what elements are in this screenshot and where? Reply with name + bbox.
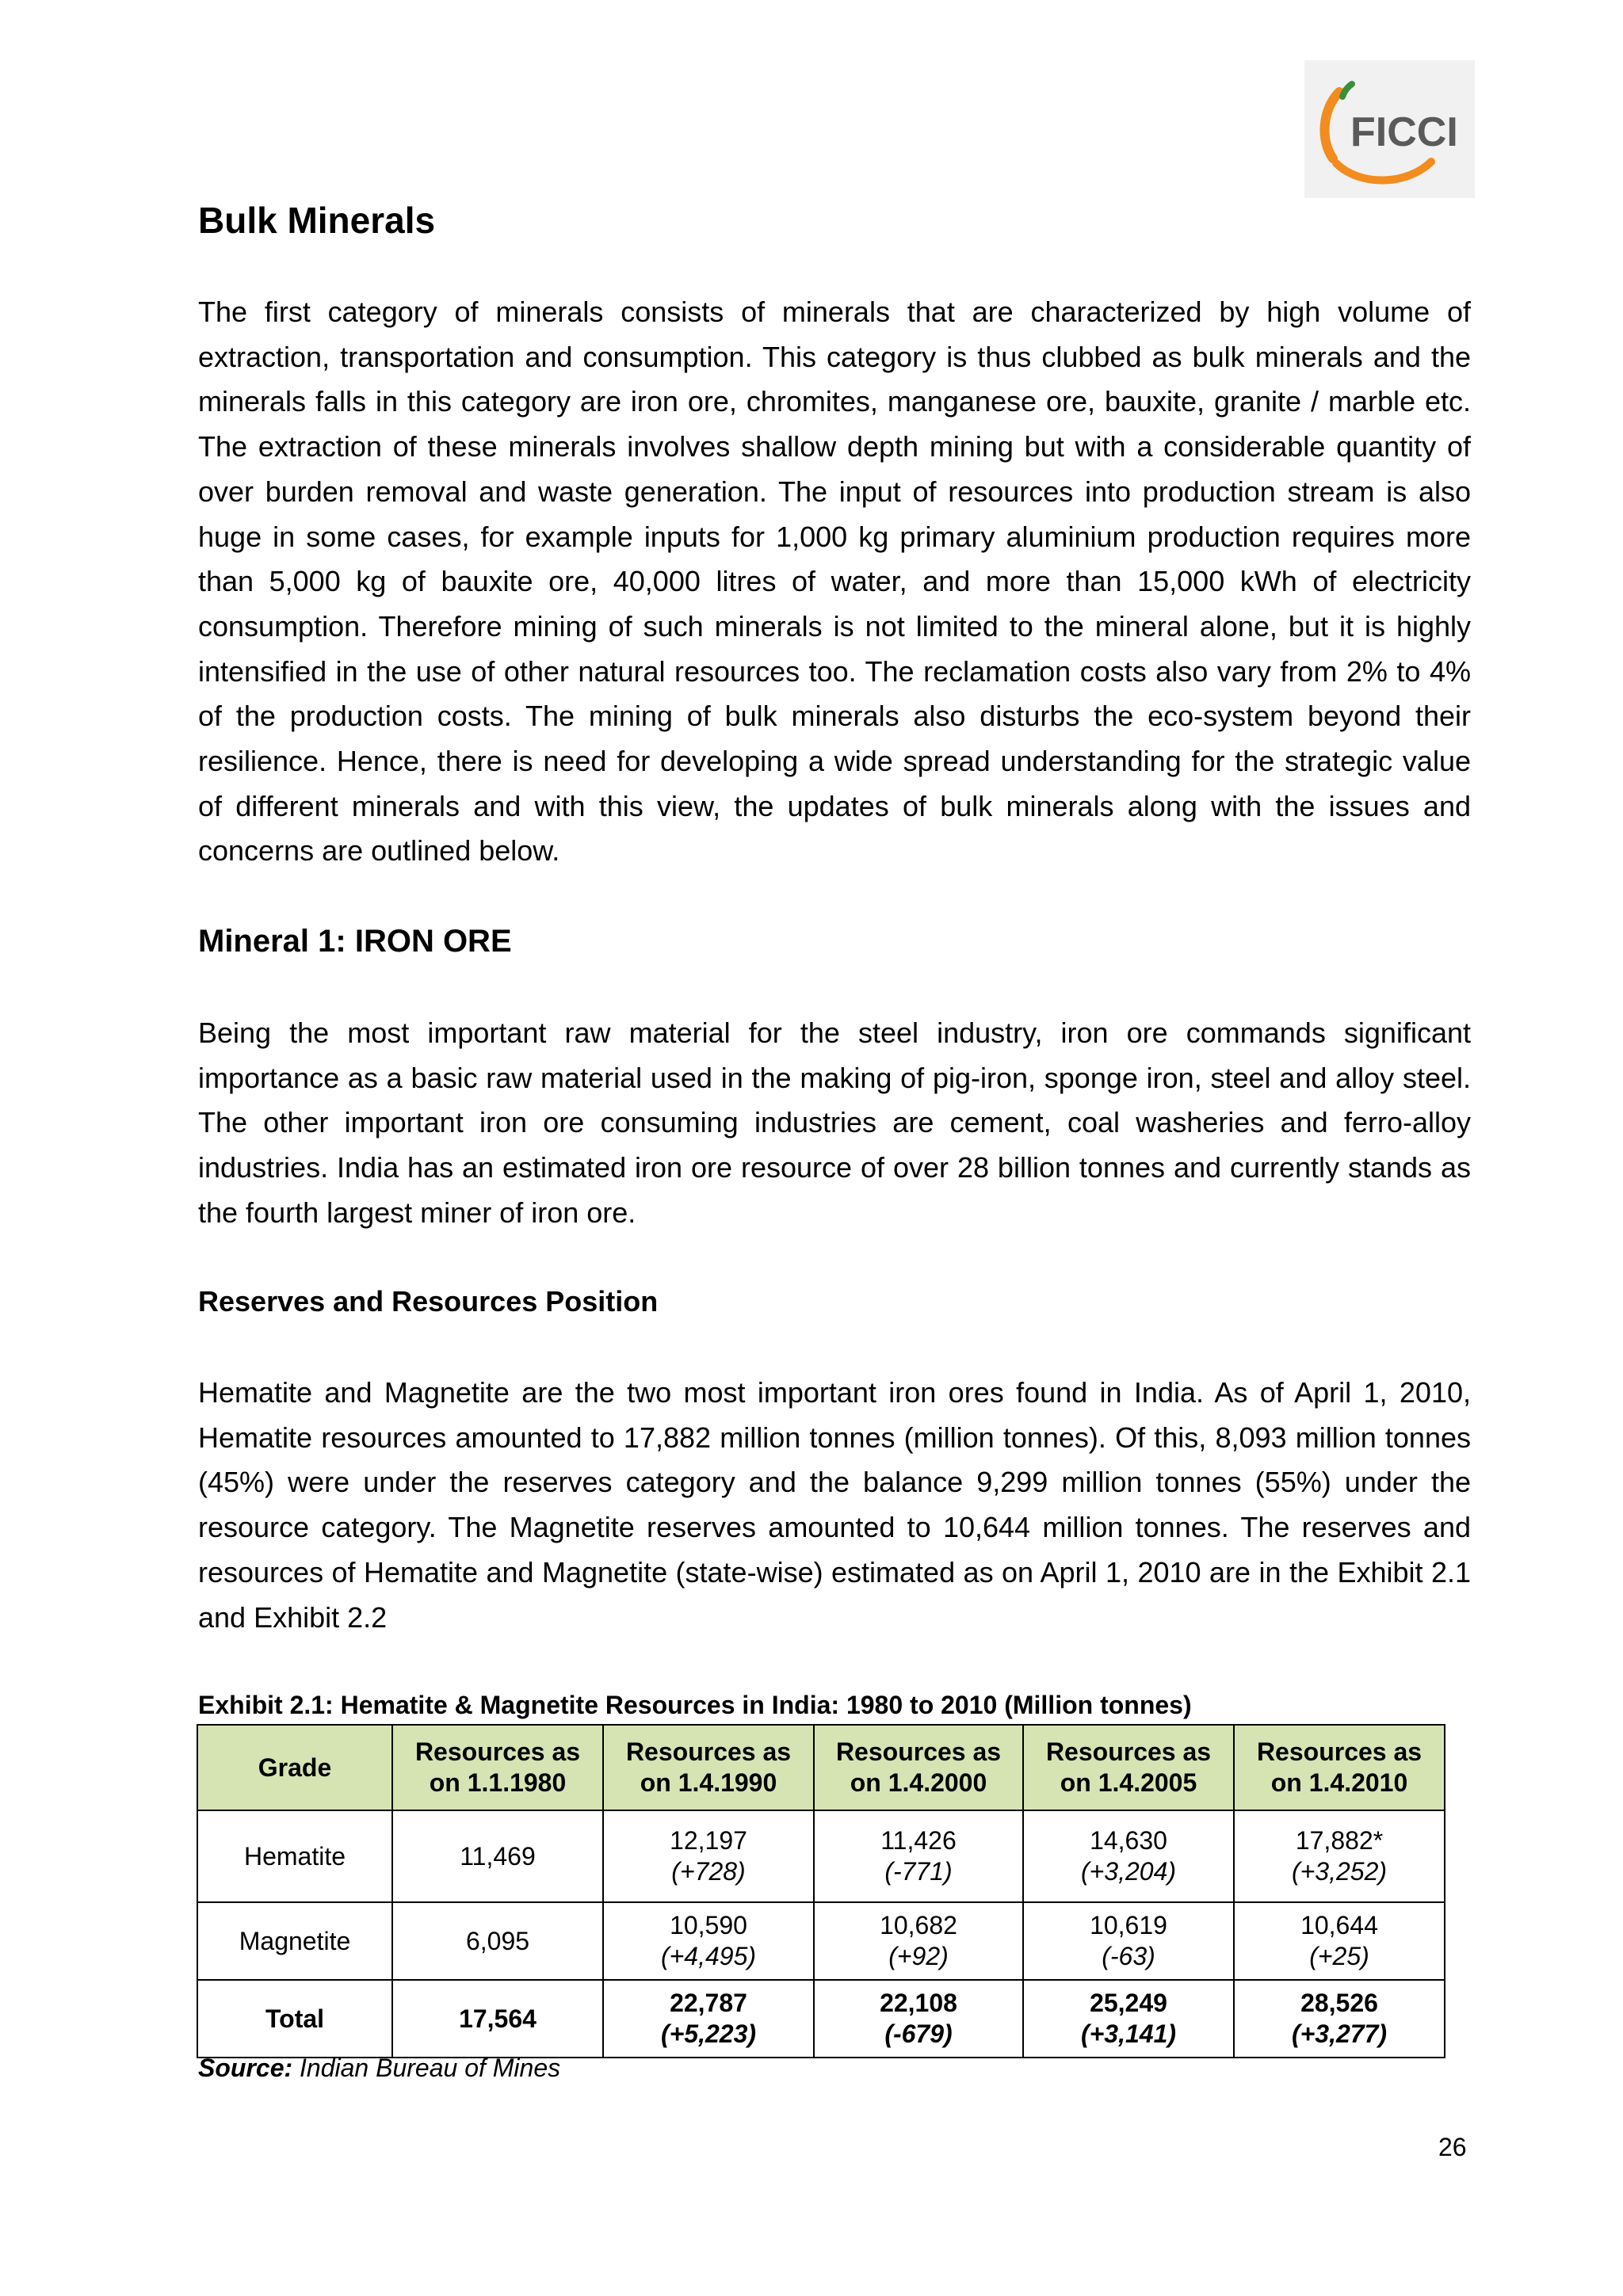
change-value: (+92): [888, 1942, 949, 1970]
value-cell: 22,787 (+5,223): [603, 1980, 814, 2058]
value-cell: 11,426 (-771): [814, 1810, 1023, 1902]
header-2000: Resources as on 1.4.2000: [814, 1725, 1023, 1810]
page-number: 26: [1438, 2133, 1467, 2161]
reserves-heading: Reserves and Resources Position: [198, 1285, 659, 1318]
change-value: (+5,223): [660, 2019, 757, 2048]
grade-cell: Total: [197, 1980, 392, 2058]
value-cell: 12,197 (+728): [603, 1810, 814, 1902]
table-row-hematite: [197, 1810, 1445, 1902]
value-cell: 17,564: [392, 1980, 603, 2058]
ficci-logo-icon: [1304, 60, 1475, 198]
header-grade: Grade: [197, 1725, 392, 1810]
header-1990: Resources as on 1.4.1990: [603, 1725, 814, 1810]
mineral-heading: Mineral 1: IRON ORE: [198, 924, 512, 959]
table-header-row: [197, 1725, 1445, 1810]
value-cell: 10,682 (+92): [814, 1902, 1023, 1980]
grade-cell: Hematite: [197, 1810, 392, 1902]
header-2005: Resources as on 1.4.2005: [1023, 1725, 1234, 1810]
table-source: [198, 2052, 1471, 2084]
value-cell: 10,644 (+25): [1234, 1902, 1445, 1980]
change-value: (-63): [1102, 1942, 1155, 1970]
page-title: Bulk Minerals: [198, 200, 436, 241]
change-value: (+4,495): [660, 1942, 757, 1970]
intro-paragraph: The first category of minerals consists of minerals that are characterized by high volume of extraction, transportation and consumption. This category is thus clubbed as bulk minerals and the minerals falls in this category are iron ore, chromites, manganese ore, bauxite, granite / marble etc. The extraction of these minerals involves shallow depth mining but with a considerable quantity of over burden removal and waste generation. The input of resources into production stream is also huge in some cases, for example inputs for 1,000 kg primary aluminium production requires more than 5,000 kg of bauxite ore, 40,000 litres of water, and more than 15,000 kWh of electricity consumption. Therefore mining of such minerals is not limited to the mineral alone, but it is highly intensified in the use of other natural resources too. The reclamation costs also vary from 2% to 4% of the production costs. The mining of bulk minerals also disturbs the eco-system beyond their resilience. Hence, there is need for developing a wide spread understanding for the strategic value of different minerals and with this view, the updates of bulk minerals along with the issues and concerns are outlined below.: [198, 296, 1471, 868]
table-row-total: [197, 1980, 1445, 2058]
value-cell: 6,095: [392, 1902, 603, 1980]
ficci-logo: [1304, 60, 1475, 198]
change-value: (+3,277): [1291, 2019, 1388, 2048]
iron-ore-paragraph: Being the most important raw material for the steel industry, iron ore commands significant importance as a basic raw material used in the making of pig-iron, sponge iron, steel and alloy steel. The other important iron ore consuming industries are cement, coal washeries and ferro-alloy industries. India has an estimated iron ore resource of over 28 billion tonnes and currently stands as the fourth largest miner of iron ore.: [198, 1016, 1471, 1229]
value-cell: 28,526 (+3,277): [1234, 1980, 1445, 2058]
source-text: Indian Bureau of Mines: [292, 2054, 561, 2082]
value-cell: 10,590 (+4,495): [603, 1902, 814, 1980]
value-cell: 14,630 (+3,204): [1023, 1810, 1234, 1902]
value-cell: 25,249 (+3,141): [1023, 1980, 1234, 2058]
change-value: (+3,141): [1080, 2019, 1177, 2048]
change-value: (+3,204): [1080, 1857, 1177, 1886]
value-cell: 10,619 (-63): [1023, 1902, 1234, 1980]
change-value: (-679): [884, 2019, 953, 2048]
value-cell: 17,882* (+3,252): [1234, 1810, 1445, 1902]
value-cell: 11,469: [392, 1810, 603, 1902]
header-2010: Resources as on 1.4.2010: [1234, 1725, 1445, 1810]
header-1980: Resources as on 1.1.1980: [392, 1725, 603, 1810]
table-row-magnetite: [197, 1902, 1445, 1980]
logo-text: FICCI: [1350, 109, 1458, 155]
grade-cell: Magnetite: [197, 1902, 392, 1980]
exhibit-title: Exhibit 2.1: Hematite & Magnetite Resources in India: 1980 to 2010 (Million tonnes): [198, 1691, 1192, 1719]
exhibit-table: [197, 1724, 1445, 2058]
change-value: (+25): [1309, 1942, 1369, 1970]
source-label: Source:: [198, 2054, 293, 2082]
value-cell: 22,108 (-679): [814, 1980, 1023, 2058]
change-value: (-771): [884, 1857, 953, 1886]
reserves-paragraph: Hematite and Magnetite are the two most important iron ores found in India. As of April 1, 2010, Hematite resources amounted to 17,882 million tonnes (million tonnes). Of this, 8,093 million tonnes (45%) were under the reserves category and the balance 9,299 million tonnes (55%) under the resource category. The Magnetite reserves amounted to 10,644 million tonnes. The reserves and resources of Hematite and Magnetite (state-wise) estimated as on April 1, 2010 are in the Exhibit 2.1 and Exhibit 2.2: [198, 1376, 1471, 1634]
change-value: (+728): [671, 1857, 746, 1886]
change-value: (+3,252): [1291, 1857, 1388, 1886]
